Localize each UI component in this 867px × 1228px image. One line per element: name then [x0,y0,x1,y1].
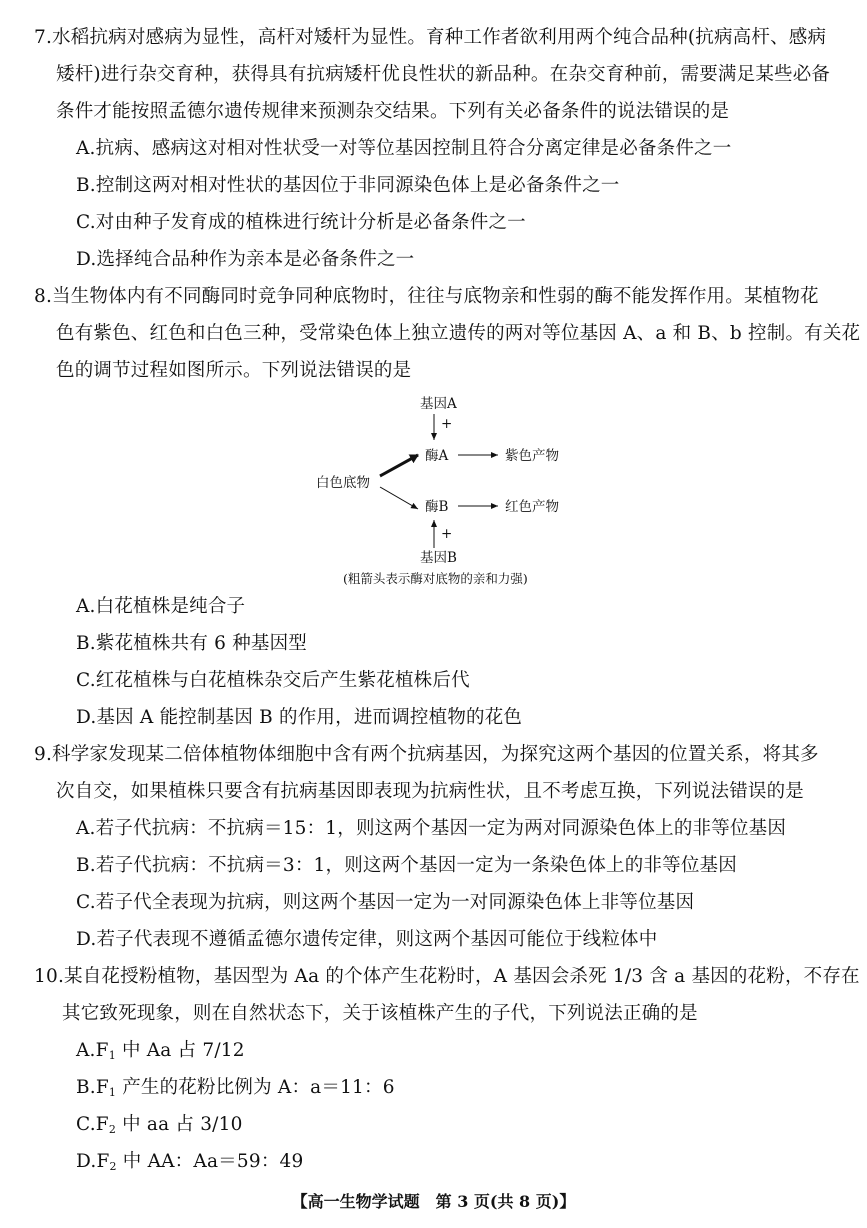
diagram-caption: (粗箭头表示酶对底物的亲和力强) [343,571,528,586]
q10-option-c-pre: C.F [76,1114,109,1135]
q10-option-a-post: 中 Aa 占 7/12 [115,1040,245,1061]
q7-option-d: D.选择纯合品种作为亲本是必备条件之一 [76,249,415,270]
q10-option-d [76,1151,303,1173]
q9-option-c: C.若子代全表现为抗病，则这两个基因一定为一对同源染色体上非等位基因 [76,892,695,913]
thick-arrow-to-enzyme-a [380,455,418,476]
flower-color-regulation-diagram [300,390,590,590]
q7-option-c: C.对由种子发育成的植株进行统计分析是必备条件之一 [76,212,526,233]
q9-option-b: B.若子代抗病：不抗病＝3：1，则这两个基因一定为一条染色体上的非等位基因 [76,855,737,876]
q9-stem-line-1: 9.科学家发现某二倍体植物体细胞中含有两个抗病基因，为探究这两个基因的位置关系，将其多 [34,744,819,765]
white-substrate-label: 白色底物 [316,475,370,491]
q10-option-b-post: 产生的花粉比例为 A：a＝11：6 [116,1077,395,1098]
q10-option-d-pre: D.F [76,1151,110,1172]
q8-stem-line-2: 色有紫色、红色和白色三种，受常染色体上独立遗传的两对等位基因 A、a 和 B、b 控制。有关花 [56,323,861,344]
q10-option-d-post: 中 AA：Aa＝59：49 [116,1151,304,1172]
q9-stem-line-2: 次自交，如果植株只要含有抗病基因即表现为抗病性状，且不考虑互换，下列说法错误的是 [56,781,805,802]
q7-stem-line-2: 矮杆)进行杂交育种，获得具有抗病矮杆优良性状的新品种。在杂交育种前，需要满足某些必备 [56,64,831,85]
gene-a-plus: + [441,416,453,432]
q8-stem-line-3: 色的调节过程如图所示。下列说法错误的是 [56,360,412,381]
q9-option-d: D.若子代表现不遵循孟德尔遗传定律，则这两个基因可能位于线粒体中 [76,929,658,950]
q10-option-b [76,1077,395,1099]
enzyme-a-label: 酶A [425,448,449,464]
q10-stem-line-1: 10.某自花授粉植物，基因型为 Aa 的个体产生花粉时，A 基因会杀死 1/3 含 a 基因的花粉，不存在 [34,966,860,987]
q8-stem-line-1: 8.当生物体内有不同酶同时竞争同种底物时，往往与底物亲和性弱的酶不能发挥作用。某植物花 [34,286,819,307]
q10-option-c-post: 中 aa 占 3/10 [116,1114,243,1135]
q7-stem-line-1: 7.水稻抗病对感病为显性，高杆对矮杆为显性。育种工作者欲利用两个纯合品种(抗病高杆、感病 [34,27,827,48]
q8-option-c: C.红花植株与白花植株杂交后产生紫花植株后代 [76,670,470,691]
q10-option-a [76,1040,245,1062]
q10-stem-line-2: 其它致死现象，则在自然状态下，关于该植株产生的子代，下列说法正确的是 [62,1003,698,1024]
q10-option-c-sub: 2 [108,1123,117,1136]
q10-option-c [76,1114,243,1136]
q8-option-a: A.白花植株是纯合子 [76,596,246,617]
page-footer: 【高一生物学试题 第 3 页(共 8 页)】 [291,1192,576,1211]
q8-option-b: B.紫花植株共有 6 种基因型 [76,633,308,654]
q10-option-b-sub: 1 [108,1086,117,1099]
enzyme-b-label: 酶B [425,499,449,515]
red-product-label: 红色产物 [505,499,559,515]
q7-option-a: A.抗病、感病这对相对性状受一对等位基因控制且符合分离定律是必备条件之一 [76,138,732,159]
thin-arrow-to-enzyme-b [380,487,418,509]
gene-b-label: 基因B [420,550,457,566]
q10-option-a-sub: 1 [108,1049,116,1062]
purple-product-label: 紫色产物 [505,448,559,464]
gene-b-plus: + [441,526,453,542]
q7-option-b: B.控制这两对相对性状的基因位于非同源染色体上是必备条件之一 [76,175,620,196]
q10-option-d-sub: 2 [109,1160,117,1173]
q8-option-d: D.基因 A 能控制基因 B 的作用，进而调控植物的花色 [76,707,523,728]
gene-a-label: 基因A [420,396,457,412]
q9-option-a: A.若子代抗病：不抗病＝15：1，则这两个基因一定为两对同源染色体上的非等位基因 [76,818,787,839]
q10-option-a-pre: A.F [76,1040,109,1061]
q7-stem-line-3: 条件才能按照孟德尔遗传规律来预测杂交结果。下列有关必备条件的说法错误的是 [56,101,730,122]
q10-option-b-pre: B.F [76,1077,109,1098]
